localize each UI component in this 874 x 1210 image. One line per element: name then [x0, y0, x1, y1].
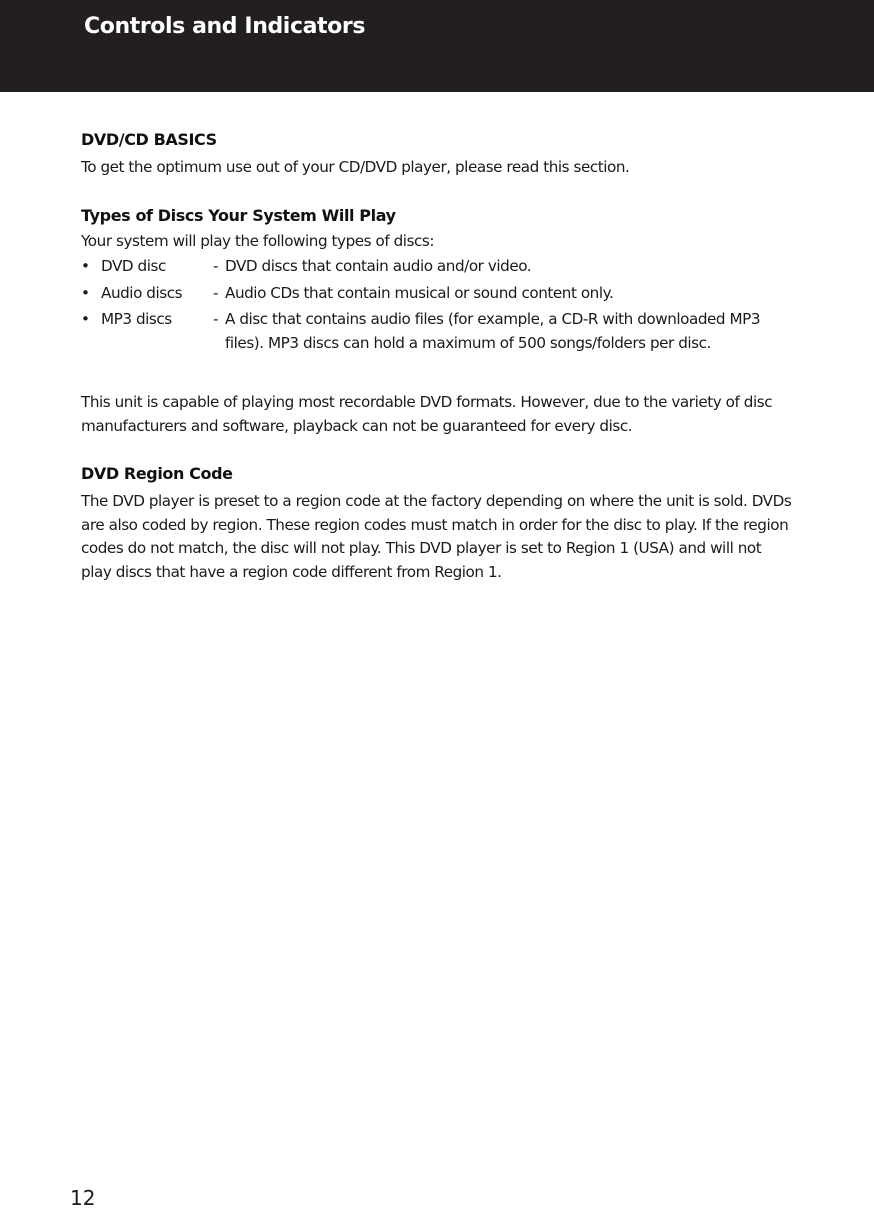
list-item [81, 255, 793, 279]
main-content [81, 130, 793, 584]
list-item [81, 308, 793, 355]
page-number: 12 [70, 1186, 96, 1210]
disc-type-description [213, 255, 793, 279]
disc-type-description-text: A disc that contains audio files (for example, a CD-R with downloaded MP3 files). MP3 discs can hold a maximum of 500 songs/folders per disc. [225, 310, 761, 352]
section-dvd-cd-basics [81, 130, 793, 180]
disc-type-name: Audio discs [101, 283, 183, 302]
disc-type-description-text: Audio CDs that contain musical or sound content only. [225, 283, 614, 302]
page-title: Controls and Indicators [84, 14, 366, 39]
dash-separator: - [213, 257, 219, 275]
bullet-icon: • [81, 310, 90, 328]
disc-types-intro: Your system will play the following types of discs: [81, 231, 435, 250]
bullet-icon: • [81, 283, 90, 302]
header-band [0, 0, 874, 92]
list-item [81, 282, 793, 306]
section-region-code [81, 464, 793, 584]
section-disc-types [81, 206, 793, 356]
dvd-cd-basics-heading: DVD/CD BASICS [81, 130, 217, 149]
region-code-body: The DVD player is preset to a region code at the factory depending on where the unit is sold. DVDs are also coded by region. These region codes must match in order for the disc to play. If the region codes do not match, the disc will not play. This DVD player is set to Region 1 (USA) and will not play discs that have a region code different from Region 1. [81, 492, 792, 581]
disc-types-heading: Types of Discs Your System Will Play [81, 205, 396, 225]
dash-separator: - [213, 283, 219, 302]
disc-type-name: MP3 discs [101, 310, 172, 328]
dash-separator: - [213, 310, 219, 328]
dvd-cd-basics-body: To get the optimum use out of your CD/DVD player, please read this section. [81, 158, 630, 176]
disc-type-description [213, 282, 793, 306]
disc-type-description [213, 308, 793, 355]
region-code-heading: DVD Region Code [81, 464, 233, 483]
disc-type-description-text: DVD discs that contain audio and/or video. [225, 257, 532, 275]
disc-types-list [81, 255, 793, 355]
section-recordable-formats [81, 391, 793, 438]
recordable-formats-body: This unit is capable of playing most recordable DVD formats. However, due to the variety of disc manufacturers and software, playback can not be guaranteed for every disc. [81, 393, 773, 435]
disc-type-name: DVD disc [101, 257, 166, 275]
bullet-icon: • [81, 257, 90, 275]
